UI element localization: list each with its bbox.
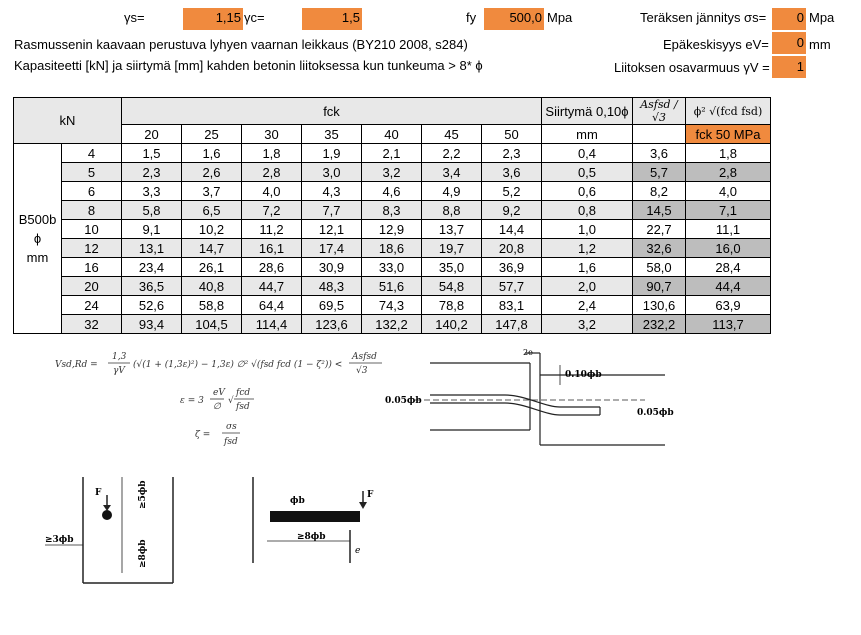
phi-capacity-cell: 16,0 [686,239,771,258]
fck-30: 30 [242,125,302,144]
fig2-bottom: ≥8ϕb [138,539,148,568]
fig3-bar: ϕb [290,496,305,506]
fig2-force: F [95,488,102,498]
fig1-left: 0.05ϕb [385,396,422,406]
capacity-cell: 4,0 [242,182,302,201]
formula-eps-den: ∅ [213,402,221,412]
capacity-cell: 2,3 [122,163,182,182]
as-capacity-cell: 90,7 [633,277,686,296]
formula-eps: ε = 3 [180,396,204,406]
as-capacity-cell: 14,5 [633,201,686,220]
capacity-cell: 64,4 [242,296,302,315]
fy-value: 500,0 [509,10,542,25]
ecc-unit: mm [809,37,831,52]
capacity-cell: 58,8 [182,296,242,315]
displacement-cell: 2,0 [542,277,633,296]
capacity-cell: 28,6 [242,258,302,277]
capacity-cell: 6,5 [182,201,242,220]
as-header-sub [633,125,686,144]
fy-label: fy [466,10,477,25]
capacity-cell: 4,3 [302,182,362,201]
displacement-cell: 0,5 [542,163,633,182]
safety-label: Liitoksen osavarmuus γV = [614,60,770,75]
formula-zeta-den: fsd [224,437,238,447]
capacity-cell: 9,1 [122,220,182,239]
formula-frac-den: γV [113,366,125,376]
gamma-s-label: γs= [124,10,145,25]
as-header: Asfsd / √3 [633,98,686,125]
displacement-cell: 0,4 [542,144,633,163]
table-row [14,201,771,220]
formula-frac-num: 1,3 [112,352,127,362]
displacement-cell: 3,2 [542,315,633,334]
formula-rhs-num: Asfsd [352,352,377,362]
description-line2: Kapasiteetti [kN] ja siirtymä [mm] kahden betonin liitoksessa kun tunkeuma > 8* ϕ [14,58,483,73]
capacity-cell: 23,4 [122,258,182,277]
phi-capacity-cell: 63,9 [686,296,771,315]
capacity-cell: 20,8 [482,239,542,258]
capacity-cell: 7,2 [242,201,302,220]
capacity-cell: 9,2 [482,201,542,220]
capacity-cell: 1,5 [122,144,182,163]
capacity-cell: 2,6 [182,163,242,182]
capacity-cell: 8,8 [422,201,482,220]
capacity-cell: 4,6 [362,182,422,201]
capacity-cell: 16,1 [242,239,302,258]
table-row [14,315,771,334]
table-row [14,182,771,201]
fig1-right: 0.05ϕb [637,408,674,418]
row-group-label-line: mm [26,250,49,265]
capacity-cell: 3,3 [122,182,182,201]
capacity-cell: 51,6 [362,277,422,296]
fig3-e: e [355,546,361,556]
row-group-label-line: ϕ [33,231,42,246]
bar-diameter: 5 [62,163,122,182]
fck-20: 20 [122,125,182,144]
row-group-label [14,144,62,334]
capacity-cell: 14,7 [182,239,242,258]
capacity-cell: 5,2 [482,182,542,201]
fck-25: 25 [182,125,242,144]
formula-body: (√(1 + (1,3ε)²) − 1,3ε) ∅² √(fsd fcd (1 − ζ²)) < [133,360,343,370]
svg-text:√: √ [228,396,234,406]
capacity-cell: 3,2 [362,163,422,182]
displacement-cell: 0,8 [542,201,633,220]
table-row [14,163,771,182]
capacity-cell: 54,8 [422,277,482,296]
capacity-cell: 5,8 [122,201,182,220]
bar-diameter: 16 [62,258,122,277]
formula-eps-num: eV [213,388,225,398]
capacity-cell: 140,2 [422,315,482,334]
capacity-cell: 48,3 [302,277,362,296]
displacement-cell: 1,2 [542,239,633,258]
phi-capacity-cell: 1,8 [686,144,771,163]
phi-capacity-cell: 7,1 [686,201,771,220]
capacity-cell: 104,5 [182,315,242,334]
fck-35: 35 [302,125,362,144]
capacity-cell: 74,3 [362,296,422,315]
formula-eps-root-den: fsd [236,402,250,412]
bar-diameter: 10 [62,220,122,239]
kn-header: kN [14,98,122,144]
as-capacity-cell: 130,6 [633,296,686,315]
capacity-cell: 36,5 [122,277,182,296]
phi-capacity-cell: 44,4 [686,277,771,296]
fig3-force: F [367,490,374,500]
as-capacity-cell: 5,7 [633,163,686,182]
capacity-cell: 7,7 [302,201,362,220]
capacity-cell: 3,0 [302,163,362,182]
ecc-value: 0 [796,35,804,50]
capacity-cell: 1,9 [302,144,362,163]
gamma-s-value: 1,15 [215,10,241,25]
embedded-bar-figure [245,475,385,575]
phi-capacity-cell: 2,8 [686,163,771,182]
displacement-cell: 1,0 [542,220,633,239]
displacement-cell: 0,6 [542,182,633,201]
displacement-cell: 2,4 [542,296,633,315]
fck-40: 40 [362,125,422,144]
bar-diameter: 24 [62,296,122,315]
sigma-value: 0 [796,10,804,25]
safety-value: 1 [796,59,804,74]
table-row [14,296,771,315]
fck-50: 50 [482,125,542,144]
ecc-label: Epäkeskisyys eV= [663,37,769,52]
capacity-cell: 12,1 [302,220,362,239]
capacity-cell: 13,7 [422,220,482,239]
capacity-cell: 8,3 [362,201,422,220]
displacement-cell: 1,6 [542,258,633,277]
phi-capacity-cell: 11,1 [686,220,771,239]
formula-lhs: Vsd,Rd = [55,360,98,370]
capacity-cell: 26,1 [182,258,242,277]
as-capacity-cell: 58,0 [633,258,686,277]
capacity-cell: 19,7 [422,239,482,258]
capacity-cell: 132,2 [362,315,422,334]
capacity-cell: 147,8 [482,315,542,334]
capacity-cell: 13,1 [122,239,182,258]
fig2-left: ≥3ϕb [45,535,74,545]
capacity-cell: 3,7 [182,182,242,201]
capacity-cell: 14,4 [482,220,542,239]
fig2-top: ≥5ϕb [138,480,148,509]
bar-diameter: 8 [62,201,122,220]
disp-unit: mm [542,125,633,144]
sigma-label: Teräksen jännitys σs= [640,10,767,25]
capacity-cell: 36,9 [482,258,542,277]
table-row [14,277,771,296]
capacity-cell: 69,5 [302,296,362,315]
capacity-cell: 17,4 [302,239,362,258]
as-capacity-cell: 32,6 [633,239,686,258]
as-capacity-cell: 232,2 [633,315,686,334]
capacity-cell: 2,2 [422,144,482,163]
as-capacity-cell: 3,6 [633,144,686,163]
phi-capacity-cell: 113,7 [686,315,771,334]
capacity-table [13,97,771,334]
fig3-length: ≥8ϕb [297,532,326,542]
capacity-cell: 2,1 [362,144,422,163]
table-row [14,144,771,163]
capacity-cell: 18,6 [362,239,422,258]
table-row [14,258,771,277]
fig1-offset: 0.10ϕb [565,370,602,380]
capacity-cell: 40,8 [182,277,242,296]
capacity-cell: 1,8 [242,144,302,163]
bar-diameter: 32 [62,315,122,334]
fck-45: 45 [422,125,482,144]
as-capacity-cell: 8,2 [633,182,686,201]
capacity-cell: 1,6 [182,144,242,163]
capacity-cell: 52,6 [122,296,182,315]
capacity-cell: 35,0 [422,258,482,277]
capacity-cell: 12,9 [362,220,422,239]
bar-diameter: 4 [62,144,122,163]
sigma-unit: Mpa [809,10,835,25]
table-row [14,220,771,239]
capacity-cell: 44,7 [242,277,302,296]
fig1-dim-2e: 2e [523,348,533,357]
phi-header: ϕ² √(fcd fsd) [686,98,771,125]
capacity-cell: 33,0 [362,258,422,277]
phi-sub-header: fck 50 MPa [686,125,771,144]
capacity-cell: 123,6 [302,315,362,334]
capacity-cell: 11,2 [242,220,302,239]
disp-header: Siirtymä 0,10ϕ [542,98,633,125]
capacity-cell: 4,9 [422,182,482,201]
bar-diameter: 6 [62,182,122,201]
gamma-c-value: 1,5 [341,10,360,25]
bar-diameter: 20 [62,277,122,296]
capacity-cell: 2,3 [482,144,542,163]
bar-diameter: 12 [62,239,122,258]
capacity-cell: 2,8 [242,163,302,182]
as-capacity-cell: 22,7 [633,220,686,239]
capacity-cell: 93,4 [122,315,182,334]
dowel-joint-figure [385,345,675,455]
row-group-label-line: B500b [18,212,57,227]
capacity-cell: 30,9 [302,258,362,277]
capacity-cell: 114,4 [242,315,302,334]
description-line1: Rasmussenin kaavaan perustuva lyhyen vaarnan leikkaus (BY210 2008, s284) [14,37,468,52]
gamma-c-label: γc= [244,10,265,25]
phi-capacity-cell: 4,0 [686,182,771,201]
capacity-cell: 10,2 [182,220,242,239]
capacity-cell: 78,8 [422,296,482,315]
capacity-cell: 3,6 [482,163,542,182]
phi-capacity-cell: 28,4 [686,258,771,277]
capacity-cell: 57,7 [482,277,542,296]
fy-unit: Mpa [547,10,573,25]
bar-section-figure [45,475,175,585]
capacity-cell: 3,4 [422,163,482,182]
rasmussen-formula [50,345,400,450]
formula-eps-root-num: fcd [236,388,251,398]
formula-zeta-num: σs [226,422,237,432]
table-row [14,239,771,258]
formula-zeta: ζ = [195,430,211,440]
fck-header: fck [122,98,542,125]
formula-rhs-den: √3 [356,366,368,376]
capacity-cell: 83,1 [482,296,542,315]
